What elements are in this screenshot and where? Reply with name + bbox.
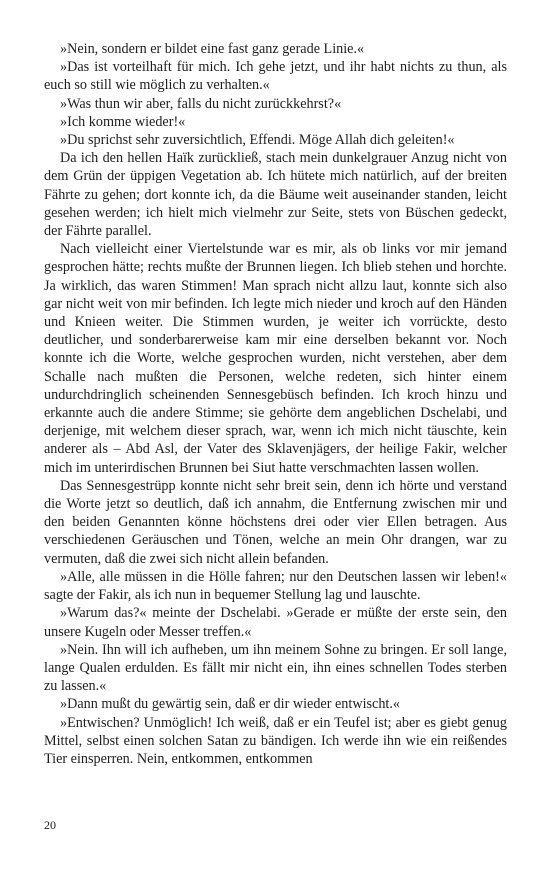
paragraph: »Dann mußt du gewärtig sein, daß er dir wieder entwischt.« (60, 696, 401, 713)
page-number: 20 (44, 818, 56, 832)
body-text (44, 40, 507, 768)
paragraph: »Ich komme wieder!« (60, 113, 186, 130)
paragraph: »Was thun wir aber, falls du nicht zurückkehrst?« (60, 95, 342, 112)
paragraph: Nach vielleicht einer Viertelstunde war es mir, als ob links vor mir jemand gesprochen hätte; rechts mußte der Brunnen liegen. Ich blieb stehen und horchte. Ja wirklich, das waren Stimmen! Man sprach nicht allzu laut, konnte sich also gar nicht weit von mir befinden. Ich legte mich nieder und kroch auf den Händen und Knieen weiter. Die Stimmen wurden, je weiter ich vorrückte, desto deutlicher, und sonderbarerweise kam mir eine derselben bekannt vor. Noch konnte ich die Worte, welche gesprochen wurden, nicht verstehen, aber dem Schalle nach mußten die Personen, welche redeten, sich hinter einem undurchdringlich scheinenden Sennesgebüsch befinden. Ich kroch hinzu und erkannte auch die andere Stimme; sie gehörte dem angeblichen Dschelabi, und derjenige, mit welchem dieser sprach, war, wenn ich mich nicht täuschte, kein anderer als – Abd Asl, der Vater des Sklavenjägers, der heilige Fakir, welcher mich im unterirdischen Brunnen bei Siut hatte verschmachten lassen wollen. (44, 241, 507, 476)
paragraph: »Warum das?« meinte der Dschelabi. »Gerade er müßte der erste sein, den unsere Kugeln oder Messer treffen.« (44, 605, 507, 640)
paragraph: »Nein, sondern er bildet eine fast ganz gerade Linie.« (60, 41, 365, 57)
paragraph: »Nein. Ihn will ich aufheben, um ihn meinem Sohne zu bringen. Er soll lange, lange Qualen erdulden. Es fällt mir nicht ein, ihn eines schnellen Todes sterben zu lassen.« (44, 641, 507, 695)
paragraph: »Das ist vorteilhaft für mich. Ich gehe jetzt, und ihr habt nichts zu thun, als euch so still wie möglich zu verhalten.« (44, 59, 507, 94)
paragraph: Das Sennesgestrüpp konnte nicht sehr breit sein, denn ich hörte und verstand die Worte jetzt so deutlich, daß ich annahm, die Entfernung zwischen mir und den beiden Genannten könne höchstens drei oder vier Ellen betragen. Aus verschiedenen Geräuschen und Tönen, welche an mein Ohr drangen, war zu vermuten, daß die zwei sich nicht allein befanden. (44, 477, 507, 567)
paragraph: »Du sprichst sehr zuversichtlich, Effendi. Möge Allah dich geleiten!« (60, 132, 455, 149)
paragraph: Da ich den hellen Haïk zurückließ, stach mein dunkelgrauer Anzug nicht von dem Grün der üppigen Vegetation ab. Ich hütete mich natürlich, auf der breiten Fährte zu gehen; dort konnte ich, da die Bäume weit auseinander standen, leicht gesehen werden; ich hielt mich vielmehr zur Seite, stets von Büschen gedeckt, der Fährte parallel. (44, 150, 507, 240)
paragraph: »Alle, alle müssen in die Hölle fahren; nur den Deutschen lassen wir leben!« sagte der Fakir, als ich nun in bequemer Stellung lag und lauschte. (44, 568, 507, 604)
paragraph: »Entwischen? Unmöglich! Ich weiß, daß er ein Teufel ist; aber es giebt genug Mittel, selbst einen solchen Satan zu bändigen. Ich werde ihn wie ein reißendes Tier einsperren. Nein, entkommen, entkommen (44, 714, 507, 767)
